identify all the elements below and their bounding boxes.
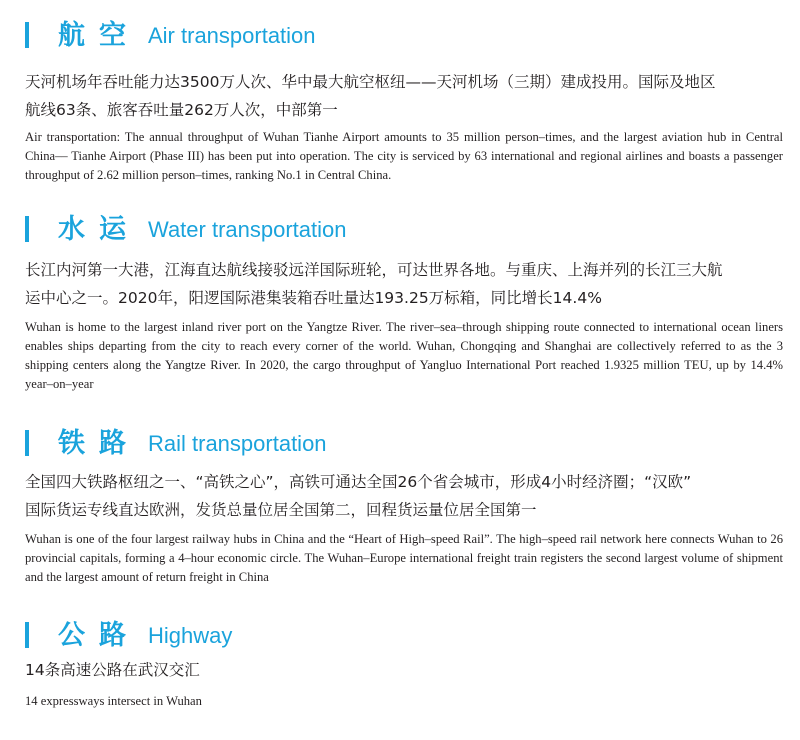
heading-chinese: 航空 <box>58 20 140 51</box>
section-water <box>0 214 800 391</box>
heading-english: Air transportation <box>148 23 316 48</box>
heading-english: Rail transportation <box>148 431 327 456</box>
heading-chinese: 铁路 <box>58 428 140 459</box>
heading-chinese: 水运 <box>58 214 140 245</box>
heading-bar <box>25 430 29 456</box>
heading-english: Highway <box>148 623 233 648</box>
section-air <box>0 20 800 182</box>
english-paragraph: Wuhan is home to the largest inland river port on the Yangtze River. The river–sea–through shipping route connected to international ocean liners enables ships departing from the city to reach every corner of the world. Wuhan, Chongqing and Shanghai are collectively referred to as the 3 shipping centers along the Yangtze River. In 2020, the cargo throughput of Yangluo International Port reached 1.9325 million TEU, up by 14.4% year–on–year <box>25 320 783 391</box>
chinese-paragraph <box>25 68 785 124</box>
section-highway <box>0 620 800 708</box>
chinese-line: 全国四大铁路枢纽之一、“高铁之心”，高铁可通达全国26个省会城市，形成4小时经济圈；“汉欧” <box>25 473 692 491</box>
heading-bar <box>25 22 29 48</box>
heading-bar <box>25 622 29 648</box>
chinese-paragraph <box>25 656 785 684</box>
chinese-paragraph <box>25 256 785 312</box>
section-heading <box>0 20 800 60</box>
section-heading <box>0 620 800 660</box>
heading-bar <box>25 216 29 242</box>
english-paragraph: Air transportation: The annual throughput of Wuhan Tianhe Airport amounts to 35 million person–times, and the largest aviation hub in Central China–– Tianhe Airport (Phase III) has been put into operation. The city is serviced by 63 international and regional airlines and boasts a passenger throughput of 2.62 million person–times, ranking No.1 in Central China. <box>25 130 783 182</box>
heading-english: Water transportation <box>148 217 347 242</box>
section-rail <box>0 428 800 584</box>
section-heading <box>0 214 800 254</box>
english-paragraph: Wuhan is one of the four largest railway hubs in China and the “Heart of High–speed Rail”. The high–speed rail network here connects Wuhan to 26 provincial capitals, forming a 4–hour economic circle. The Wuhan–Europe international freight train registers the second largest volume of shipment and the largest amount of return freight in China <box>25 532 783 584</box>
chinese-line: 天河机场年吞吐能力达3500万人次、华中最大航空枢纽——天河机场（三期）建成投用。国际及地区 <box>25 73 716 91</box>
chinese-line: 14条高速公路在武汉交汇 <box>25 661 200 679</box>
heading-chinese: 公路 <box>58 620 140 651</box>
section-heading <box>0 428 800 468</box>
chinese-line: 国际货运专线直达欧洲，发货总量位居全国第二，回程货运量位居全国第一 <box>25 501 537 519</box>
chinese-paragraph <box>25 468 785 524</box>
chinese-line: 运中心之一。2020年，阳逻国际港集装箱吞吐量达193.25万标箱，同比增长14.4% <box>25 289 602 307</box>
chinese-line: 航线63条、旅客吞吐量262万人次，中部第一 <box>25 101 338 119</box>
chinese-line: 长江内河第一大港，江海直达航线接驳远洋国际班轮，可达世界各地。与重庆、上海并列的长江三大航 <box>25 261 723 279</box>
english-paragraph: 14 expressways intersect in Wuhan <box>25 694 202 708</box>
